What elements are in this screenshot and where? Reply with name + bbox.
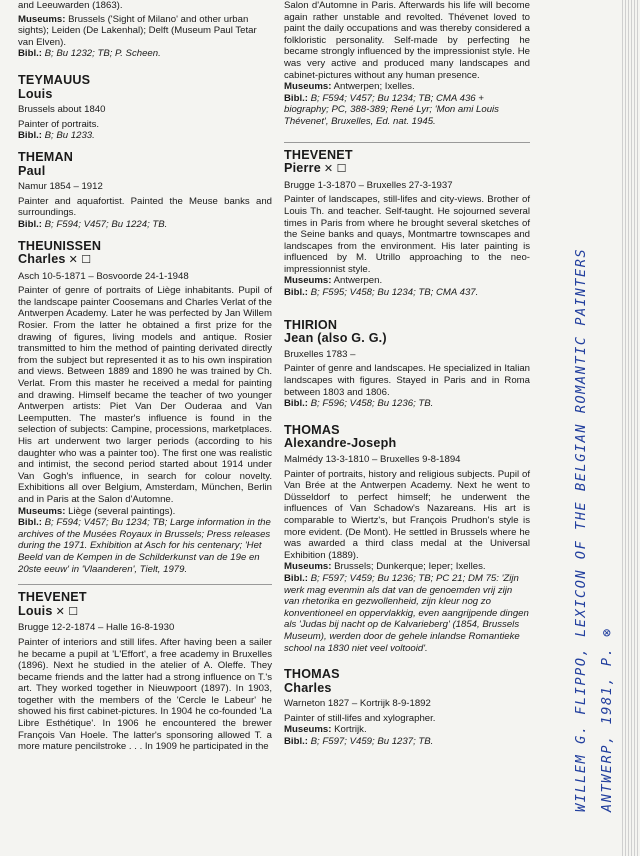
entry-description: Painter and aquafortist. Painted the Meuse banks and surroundings. <box>18 195 272 219</box>
cross-box-icon: ✕ ☐ <box>323 163 347 176</box>
entry-dates: Warneton 1827 – Kortrijk 8-9-1892 <box>284 698 431 710</box>
continuation-museums: Museums: Antwerpen; Ixelles. <box>284 81 415 93</box>
cross-box-icon: ✕ ☐ <box>55 605 79 618</box>
section-divider <box>284 142 530 143</box>
entry-given-name: Charles <box>18 252 66 267</box>
entry-museums: Museums: Kortrijk. <box>284 724 367 736</box>
entry-dates: Brugge 12-2-1874 – Halle 16-8-1930 <box>18 622 175 634</box>
continuation-bibl: Bibl.: B; F594; V457; Bu 1234; TB; CMA 436 + biography; PC, 388-389; René Lyr; 'Mon ami Louis Thévenet', Bruxelles, Ed. nat. 1945. <box>284 92 499 127</box>
entry-surname: THOMAS <box>284 667 340 682</box>
entry-heading <box>18 591 272 619</box>
continuation-text: Salon d'Automne in Paris. Afterwards his life will become again rather unstable and revolted. Thévenet loved to paint the daily occupations and was thereby considered a folkloristic personality. Self-made by perfecting he became strongly influenced by the impressionist style. He was very active and produced many landscapes and cabinet-pictures without any human presence. <box>284 0 530 81</box>
middle-column <box>284 0 530 757</box>
entry-given-name: Alexandre-Joseph <box>284 436 397 451</box>
left-column <box>18 0 272 762</box>
entry-given-name: Charles <box>284 680 332 695</box>
entry-bibl: Bibl.: B; F595; V458; Bu 1234; TB; CMA 437. <box>284 287 479 299</box>
entry-heading <box>284 424 530 451</box>
entry-bibl: Bibl.: B; Bu 1233. <box>18 130 95 142</box>
entry-museums: Museums: Liège (several paintings). <box>18 505 176 517</box>
entry-dates: Namur 1854 – 1912 <box>18 181 103 193</box>
entry-description: Painter of portraits, history and religious subjects. Pupil of Van Brée at the Antwerpen Academy. Next he went to Düsseldorf to perfect himself; he underwent the influences of Van Schadow's Nazareans. His art is comparable to Wiertz's, but François Prudhon's style is more evident. (De Mont). He settled in Brussels where he was awarded a third class medal at the Universal Exhibition (1889). <box>284 468 530 561</box>
entry-theunissen <box>18 240 272 576</box>
entry-description: Painter of landscapes, still-lifes and city-views. Brother of Louis Th. and teacher. Self-taught. He sojourned several times in Paris from where he brought several sketches of the Seine banks and quays, Montmartre townscapes and landscapes from the environment. His later painting is influenced by M. Utrillo approaching to the neo-impressionnist style. <box>284 194 530 275</box>
entry-heading <box>18 151 272 178</box>
entry-heading <box>284 319 530 346</box>
entry-dates: Asch 10-5-1871 – Bosvoorde 24-1-1948 <box>18 270 189 282</box>
entry-surname: THEUNISSEN <box>18 238 102 253</box>
entry-surname: TEYMAUUS <box>18 72 91 87</box>
entry-dates: Brugge 1-3-1870 – Bruxelles 27-3-1937 <box>284 179 453 191</box>
continuation-bibl: Bibl.: B; Bu 1232; TB; P. Scheen. <box>18 48 161 60</box>
entry-heading <box>18 74 272 101</box>
entry-thevenet-louis <box>18 584 272 753</box>
entry-thirion <box>284 319 530 410</box>
entry-description: Painter of interiors and still lifes. After having been a sailer he became a pupil at 'L'Effort', a free academy in Bruxelles (1896). Next he studied in the atelier of A. Oleffe. They became friends and the latter had a strong influence on T.'s art. They worked together in Nieuwpoort (1897). In 1903, together with the members of the 'Cercle le Labeur' he showed his first cabinet-pictures. In 1904 he co-founded 'La Libre Esthétique'. In 1906 he encountered the brewer François Van Hoele. The latter's sponsoring allowed T. a more mature pencilstroke . . . In 1909 he participated in the <box>18 636 272 753</box>
continuation-entry-left <box>18 0 272 60</box>
entry-bibl: Bibl.: B; F597; V459; Bu 1237; TB. <box>284 736 434 748</box>
cross-box-icon: ✕ ☐ <box>68 254 92 267</box>
entry-surname: THEVENET <box>284 147 353 162</box>
entry-thomas-charles <box>284 668 530 748</box>
entry-dates: Brussels about 1840 <box>18 104 106 116</box>
section-divider <box>18 584 272 585</box>
entry-museums: Museums: Brussels; Dunkerque; Ieper; Ixelles. <box>284 561 486 573</box>
entry-dates: Malmédy 13-3-1810 – Bruxelles 9-8-1894 <box>284 454 461 465</box>
continuation-text: and Leeuwarden (1863). <box>18 0 123 11</box>
handwritten-line-2: ANTWERP, 1981, P. ⊗ <box>599 627 615 812</box>
entry-bibl: Bibl.: B; F596; V458; Bu 1236; TB. <box>284 398 434 410</box>
entry-surname: THOMAS <box>284 422 340 437</box>
entry-dates: Bruxelles 1783 – <box>284 348 356 360</box>
entry-bibl: Bibl.: B; F597; V459; Bu 1236; TB; PC 21; DM 75: 'Zijn werk mag evenmin als dat van de genoemden vrij zijn van rhetorika en gezwollenheid, zijn kleur nog zo konventioneel en oppervlakkig, even aangrijpende dingen als 'Judas bij nacht op de Kalvarieberg' (1854, Brussels Museum), werden door de gehele inlandse Romantieke school na 1830 niet veel voltooid'. <box>284 572 529 654</box>
continuation-museums: Museums: Brussels ('Sight of Milano' and other urban sights); Leiden (De Lakenhal); Delft (Museum Paul Tetar van Elven). <box>18 13 257 48</box>
entry-thevenet-pierre <box>284 142 530 299</box>
entry-heading <box>284 668 530 695</box>
entry-description: Painter of genre of portraits of Liège inhabitants. Pupil of the landscape painter Coosemans and Charles Verlat of the Antwerpen Academy. Later he was perfected by Jan Willem Rosier. From the latter he obtained a first prize for the drawing of figures, living models and antique. Rosier transmitted to him the method of painting derivated directly from the subject but represented it as to his own inspiration and views. Between 1889 and 1890 he was trained by Ch. Verlat. From this master he received a medal for painting and drawing. Himself became the teacher of two younger Antwerpen artists: Piet Van Der Ouderaa and Van Leemputten. The master's influence is found in the selection of subjects: Campine, processions, marketplaces. His art underwent two larger periods (according to his daughter who was a painter too). The first one was realistic and intimist, the second period started about 1914 under Van Gogh's influence, in search for colour novelty. Exhibitions all over Belgium, Amsterdam, München, Berlin and in Paris at the Salon d'Automne. <box>18 285 272 505</box>
page-edge-binding <box>622 0 640 856</box>
entry-theman <box>18 151 272 231</box>
entry-surname: THIRION <box>284 317 338 332</box>
entry-given-name: Louis <box>18 86 53 101</box>
entry-given-name: Louis <box>18 603 53 618</box>
entry-description: Painter of still-lifes and xylographer. <box>284 712 436 724</box>
entry-given-name: Jean (also G. G.) <box>284 331 387 346</box>
handwritten-line-1: WILLEM G. FLIPPO, LEXICON OF THE BELGIAN ROMANTIC PAINTERS <box>573 247 589 812</box>
entry-heading <box>284 149 530 177</box>
entry-bibl: Bibl.: B; F594; V457; Bu 1224; TB. <box>18 218 168 230</box>
continuation-entry-middle <box>284 0 530 128</box>
entry-museums: Museums: Antwerpen. <box>284 275 383 287</box>
entry-surname: THEMAN <box>18 149 74 164</box>
entry-given-name: Paul <box>18 163 46 178</box>
handwritten-text <box>568 216 620 812</box>
entry-bibl: Bibl.: B; F594; V457; Bu 1234; TB; Large information in the archives of the Musées Royaux in Brussels; Press releases during the 1971. Exhibition at Asch for his centenary; 'Het Beeld van de Kempen in de Schilderkunst van de 19e en 20ste eeuw' in 'Vlaanderen', Tielt, 1979. <box>18 517 271 575</box>
entry-surname: THEVENET <box>18 590 87 605</box>
entry-teymauus <box>18 74 272 142</box>
handwritten-annotation <box>560 216 620 816</box>
entry-description: Painter of portraits. <box>18 118 100 130</box>
entry-thomas-alexandre <box>284 424 530 654</box>
entry-given-name: Pierre <box>284 161 321 176</box>
entry-heading <box>18 240 272 268</box>
entry-description: Painter of genre and landscapes. He specialized in Italian landscapes with figures. Stayed in Paris and in Roma between 1803 and 1806. <box>284 363 530 398</box>
